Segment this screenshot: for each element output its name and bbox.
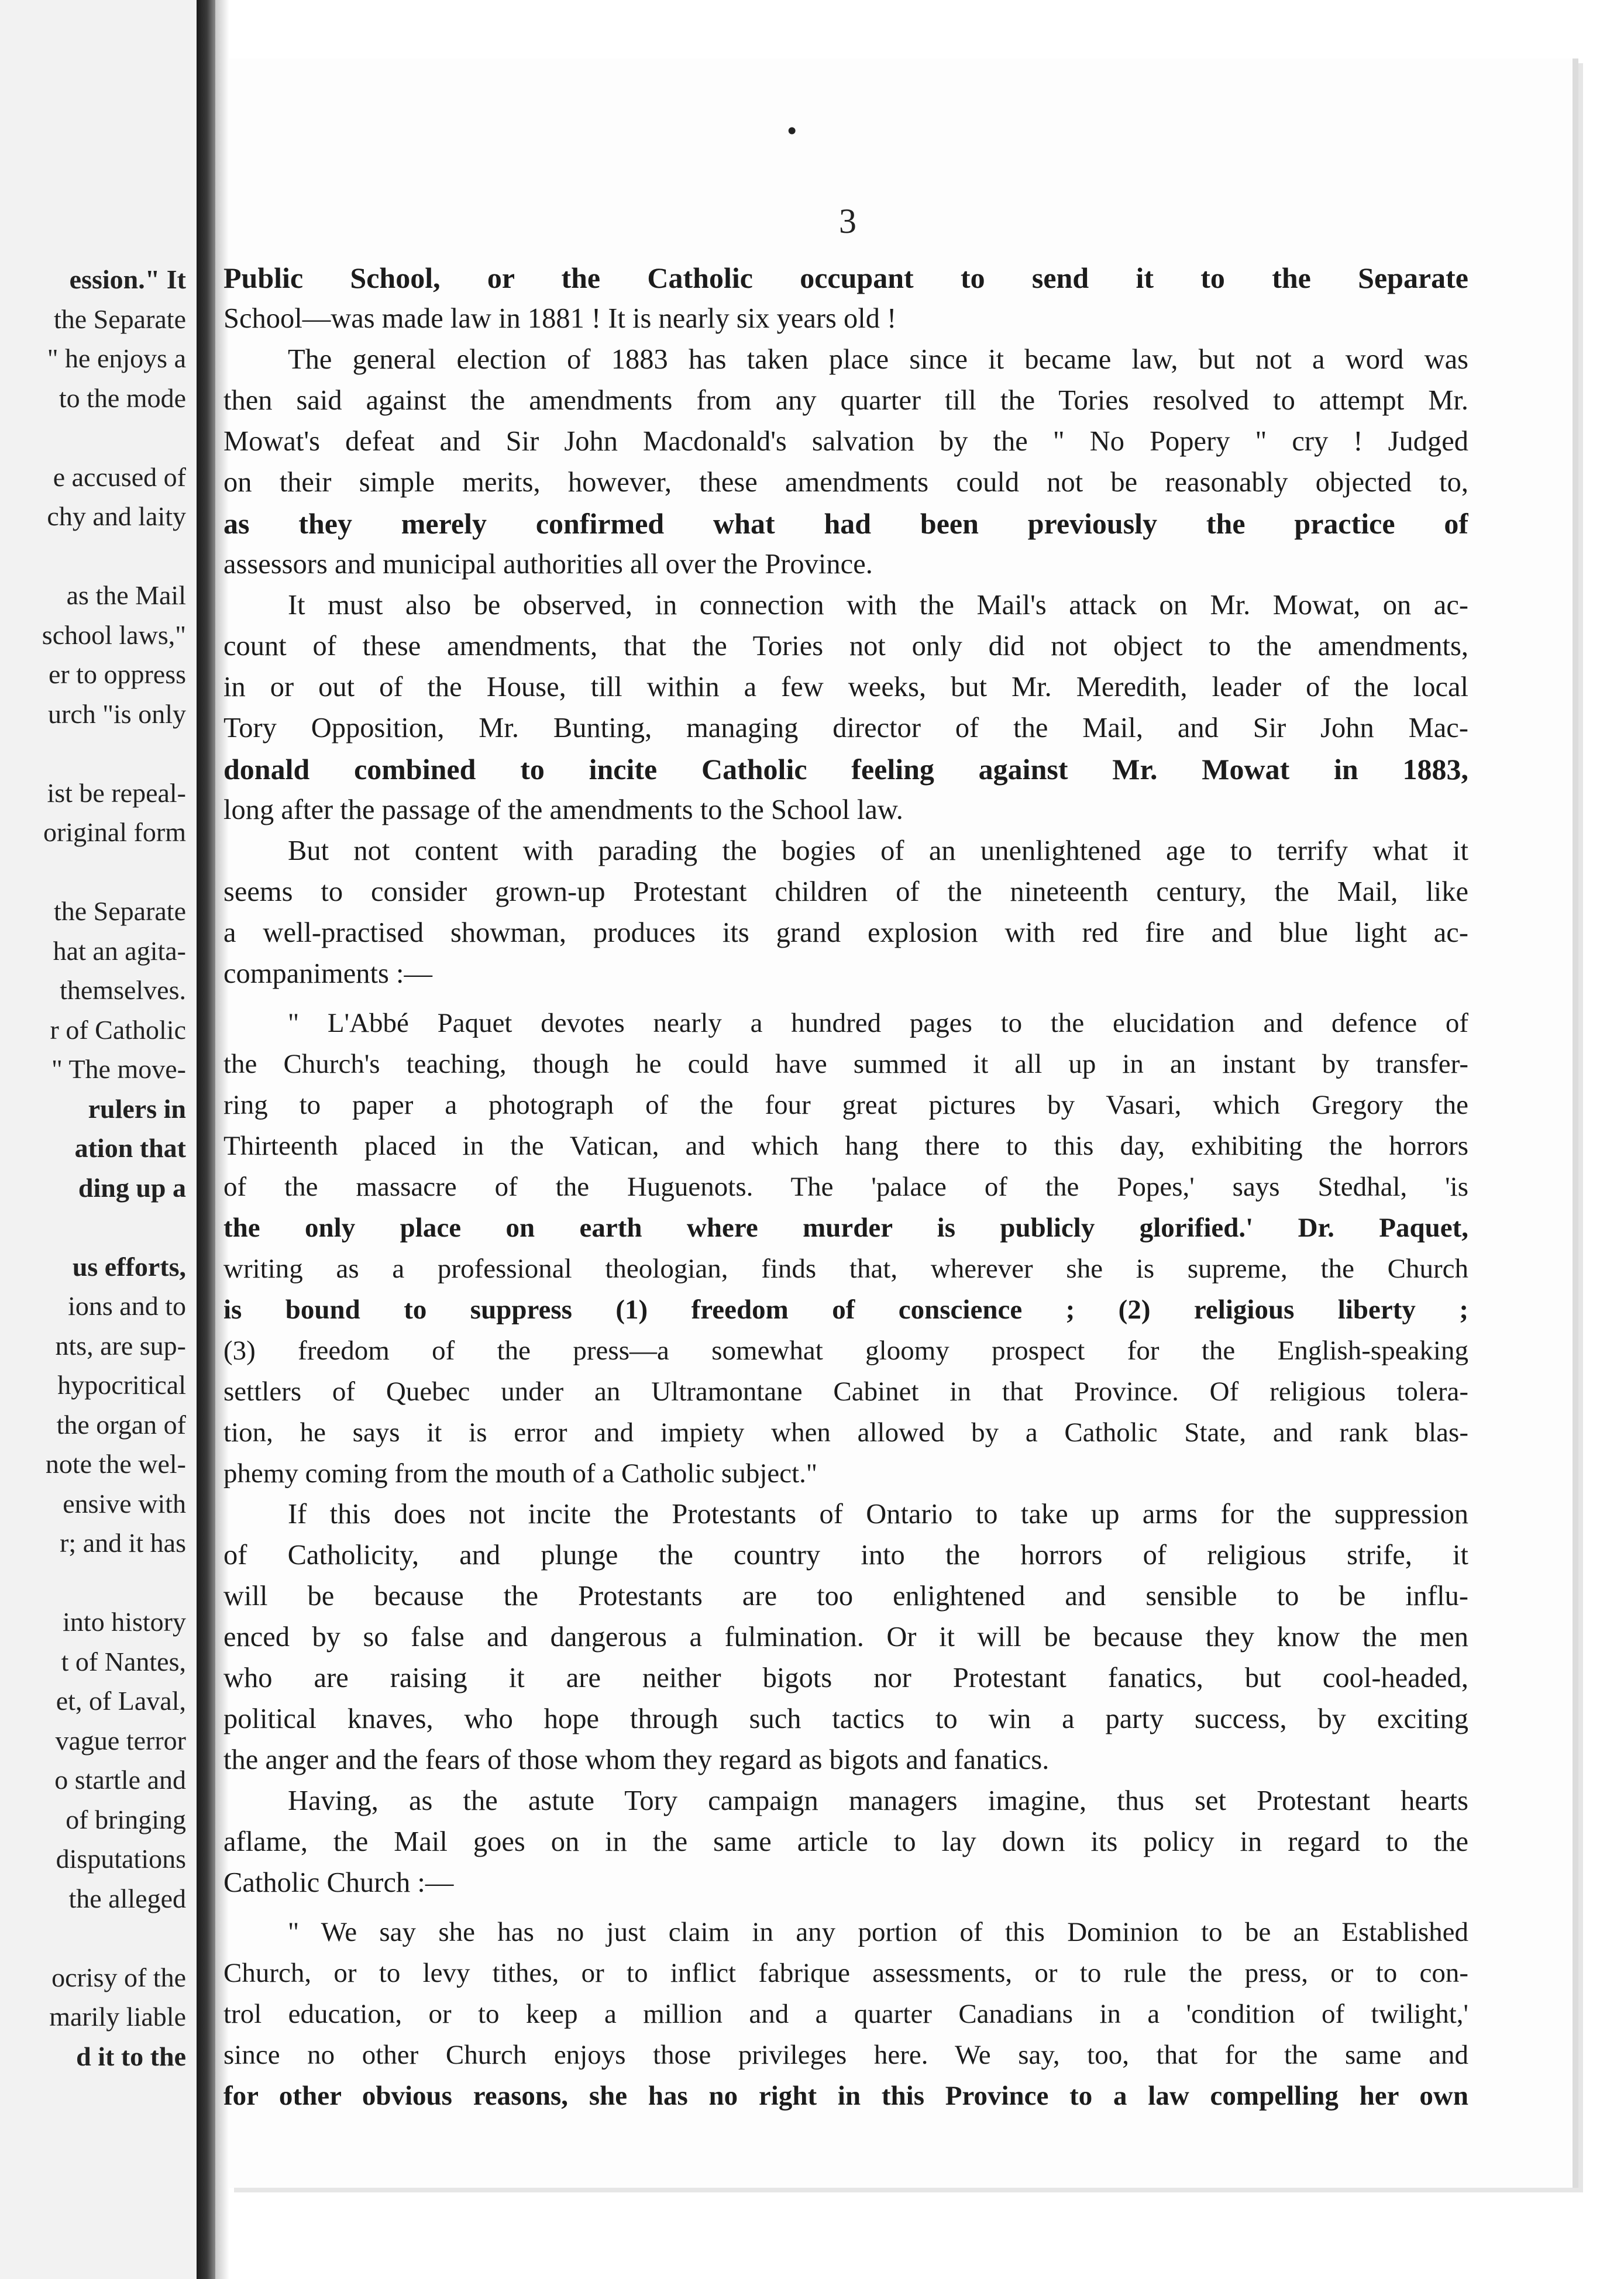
left-page-line: ession." It bbox=[69, 264, 186, 294]
page-mark: • bbox=[787, 116, 797, 145]
text-line: trol education, or to keep a million and a quarter Canadians in a 'condition of twilight,' bbox=[223, 1999, 1468, 2029]
text-line: But not content with parading the bogies of an unenlightened age to terrify what it bbox=[288, 835, 1468, 866]
text-line: (3) freedom of the press—a somewhat gloomy prospect for the English-speaking bbox=[223, 1335, 1468, 1366]
left-page-line: themselves. bbox=[60, 975, 186, 1005]
text-line: It must also be observed, in connection with the Mail's attack on Mr. Mowat, on ac- bbox=[288, 590, 1468, 621]
text-line: Tory Opposition, Mr. Bunting, managing director of the Mail, and Sir John Mac- bbox=[223, 712, 1468, 743]
text-line: " L'Abbé Paquet devotes nearly a hundred pages to the elucidation and defence of bbox=[288, 1008, 1468, 1038]
text-line: who are raising it are neither bigots nor Protestant fanatics, but cool-headed, bbox=[223, 1662, 1468, 1693]
text-line: ring to paper a photograph of the four great pictures by Vasari, which Gregory the bbox=[223, 1090, 1468, 1120]
text-line: Having, as the astute Tory campaign managers imagine, thus set Protestant hearts bbox=[288, 1785, 1468, 1816]
text-line: Thirteenth placed in the Vatican, and which hang there to this day, exhibiting the horrors bbox=[223, 1131, 1468, 1161]
left-page-line: t of Nantes, bbox=[61, 1646, 186, 1676]
text-line: then said against the amendments from any quarter till the Tories resolved to attempt Mr. bbox=[223, 385, 1468, 416]
text-line: the anger and the fears of those whom they regard as bigots and fanatics. bbox=[223, 1744, 1050, 1775]
text-line: Catholic Church :— bbox=[223, 1867, 454, 1898]
left-page-line: of bringing bbox=[66, 1804, 186, 1834]
left-page-line: the Separate bbox=[53, 896, 186, 926]
text-line: the only place on earth where murder is publicly glorified.' Dr. Paquet, bbox=[223, 1213, 1468, 1243]
left-page-line: the organ of bbox=[56, 1409, 186, 1440]
text-line: for other obvious reasons, she has no right in this Province to a law compelling her own bbox=[223, 2081, 1468, 2111]
left-page-line: ding up a bbox=[78, 1172, 186, 1203]
text-line: of Catholicity, and plunge the country into the horrors of religious strife, it bbox=[223, 1540, 1468, 1571]
left-page-line: urch "is only bbox=[48, 698, 186, 729]
text-line: in or out of the House, till within a few weeks, but Mr. Meredith, leader of the local bbox=[223, 672, 1468, 703]
text-line: count of these amendments, that the Tories not only did not object to the amendments, bbox=[223, 631, 1468, 662]
left-page-line: disputations bbox=[56, 1844, 186, 1874]
text-line: tion, he says it is error and impiety when allowed by a Catholic State, and rank blas- bbox=[223, 1417, 1468, 1448]
text-line: Public School, or the Catholic occupant to send it to the Separate bbox=[223, 261, 1468, 294]
text-line: seems to consider grown-up Protestant children of the nineteenth century, the Mail, like bbox=[223, 876, 1468, 907]
left-page-line: marily liable bbox=[49, 2002, 186, 2032]
left-page-line: ocrisy of the bbox=[51, 1962, 186, 1992]
text-line: a well-practised showman, produces its grand explosion with red fire and blue light ac- bbox=[223, 917, 1468, 948]
left-page-line: ions and to bbox=[68, 1291, 186, 1321]
text-line: settlers of Quebec under an Ultramontane Cabinet in that Province. Of religious tolera- bbox=[223, 1376, 1468, 1407]
left-page-line: to the mode bbox=[59, 383, 186, 413]
text-line: companiments :— bbox=[223, 958, 432, 989]
text-line: donald combined to incite Catholic feeling against Mr. Mowat in 1883, bbox=[223, 753, 1468, 786]
text-line: " We say she has no just claim in any portion of this Dominion to be an Established bbox=[288, 1917, 1468, 1947]
text-line: since no other Church enjoys those privileges here. We say, too, that for the same and bbox=[223, 2040, 1468, 2070]
text-line: of the massacre of the Huguenots. The 'palace of the Popes,' says Stedhal, 'is bbox=[223, 1172, 1468, 1202]
text-line: aflame, the Mail goes on in the same article to lay down its policy in regard to the bbox=[223, 1826, 1468, 1857]
left-page-line: et, of Laval, bbox=[56, 1686, 186, 1716]
left-page-line: the alleged bbox=[68, 1883, 186, 1913]
left-page-line: hat an agita- bbox=[53, 935, 186, 966]
left-page-line: ation that bbox=[74, 1133, 186, 1163]
left-page-line: " The move- bbox=[51, 1054, 186, 1084]
left-page-line: into history bbox=[63, 1607, 186, 1637]
text-line: writing as a professional theologian, finds that, wherever she is supreme, the Church bbox=[223, 1254, 1468, 1284]
text-line: assessors and municipal authorities all over the Province. bbox=[223, 549, 873, 580]
left-page-line: original form bbox=[43, 817, 186, 847]
previous-page-fragment bbox=[0, 0, 197, 2279]
left-page-line: school laws," bbox=[42, 619, 186, 650]
text-line: will be because the Protestants are too enlightened and sensible to be influ- bbox=[223, 1581, 1468, 1612]
left-page-line: us efforts, bbox=[72, 1251, 186, 1282]
text-line: as they merely confirmed what had been previously the practice of bbox=[223, 507, 1468, 540]
left-page-line: hypocritical bbox=[57, 1370, 186, 1400]
left-page-line: chy and laity bbox=[47, 501, 186, 531]
text-line: the Church's teaching, though he could have summed it all up in an instant by transfer- bbox=[223, 1049, 1468, 1079]
text-line: enced by so false and dangerous a fulmination. Or it will be because they know the men bbox=[223, 1622, 1468, 1653]
left-page-line: r; and it has bbox=[60, 1528, 186, 1558]
left-page-line: nts, are sup- bbox=[55, 1330, 186, 1361]
left-page-line: e accused of bbox=[53, 462, 186, 492]
left-page-line: as the Mail bbox=[66, 580, 186, 610]
text-line: on their simple merits, however, these amendments could not be reasonably objected to, bbox=[223, 467, 1468, 498]
left-page-line: ist be repeal- bbox=[47, 777, 186, 808]
text-line: The general election of 1883 has taken place since it became law, but not a word was bbox=[288, 344, 1468, 375]
page-number: 3 bbox=[839, 202, 856, 240]
left-page-line: d it to the bbox=[76, 2041, 186, 2071]
left-page-line: " he enjoys a bbox=[47, 343, 186, 373]
text-line: Mowat's defeat and Sir John Macdonald's salvation by the " No Popery " cry ! Judged bbox=[223, 426, 1468, 457]
text-line: long after the passage of the amendments to the School law. bbox=[223, 794, 903, 825]
text-line: is bound to suppress (1) freedom of conscience ; (2) religious liberty ; bbox=[223, 1295, 1468, 1325]
left-page-line: ensive with bbox=[63, 1488, 186, 1519]
text-line: School—was made law in 1881 ! It is nearly six years old ! bbox=[223, 303, 897, 334]
text-line: Church, or to levy tithes, or to inflict fabrique assessments, or to rule the press, or to con- bbox=[223, 1958, 1468, 1988]
left-page-line: er to oppress bbox=[48, 659, 186, 689]
left-page-line: r of Catholic bbox=[50, 1014, 186, 1045]
left-page-line: vague terror bbox=[55, 1725, 186, 1755]
text-line: political knaves, who hope through such tactics to win a party success, by exciting bbox=[223, 1703, 1468, 1734]
book-gutter bbox=[197, 0, 215, 2279]
left-page-line: o startle and bbox=[54, 1765, 186, 1795]
left-page-line: the Separate bbox=[53, 304, 186, 334]
text-line: phemy coming from the mouth of a Catholic subject." bbox=[223, 1458, 818, 1489]
page-body-text bbox=[223, 257, 1468, 2116]
left-page-line: note the wel- bbox=[45, 1449, 186, 1479]
left-page-line: rulers in bbox=[88, 1093, 186, 1124]
text-line: If this does not incite the Protestants of Ontario to take up arms for the suppression bbox=[288, 1499, 1468, 1530]
